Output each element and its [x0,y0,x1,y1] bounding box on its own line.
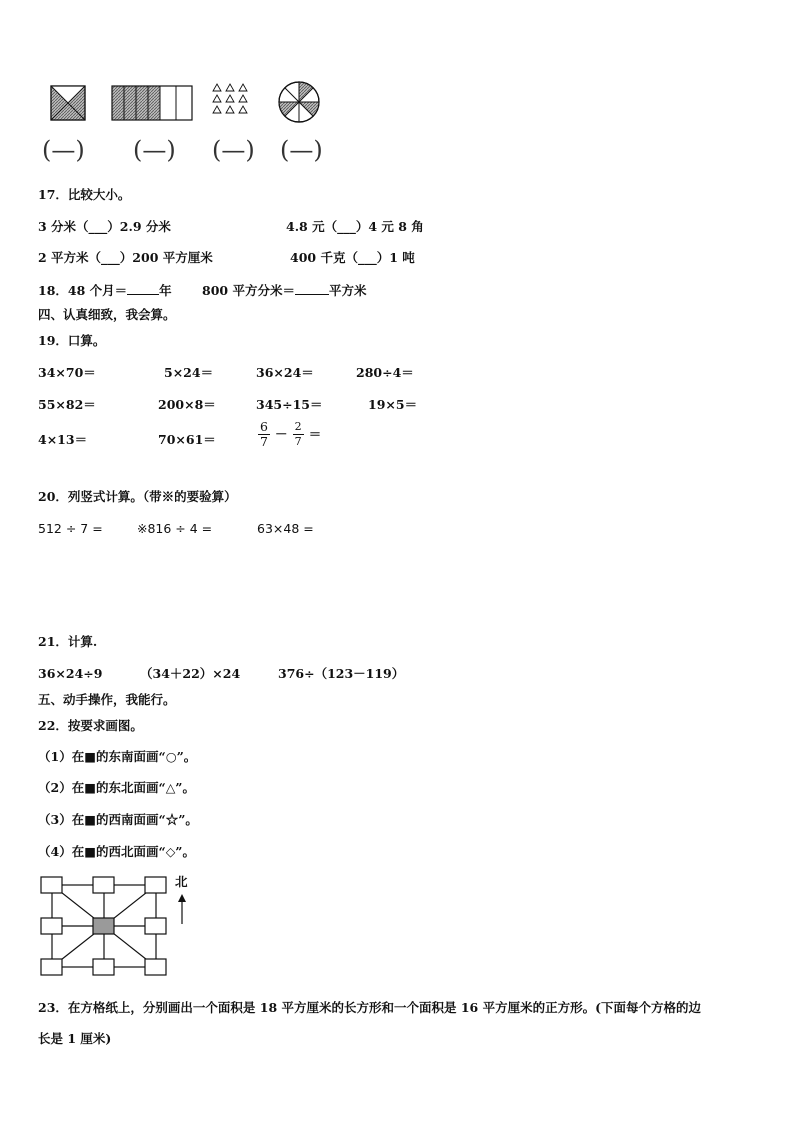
north-label: 北 [175,874,188,889]
q22-title: 22．按要求画图。 [38,718,143,733]
strip-figure [112,86,192,120]
circle-figure [279,82,319,122]
fraction-answer-blank-2[interactable]: (—) [133,136,176,164]
q23-text-line-2: 长是 1 厘米) [38,1031,112,1046]
q19-calc[interactable]: 5×24＝ [164,365,214,380]
fraction-answer-blank-4[interactable]: (—) [280,136,323,164]
grid-box-ne[interactable] [145,877,166,893]
equals-sign: ＝ [308,426,322,442]
q17-compare-3[interactable]: 2 平方米（___）200 平方厘米 [38,250,213,265]
q17-compare-2[interactable]: 4.8 元（___）4 元 8 角 [286,219,424,234]
q19-calc[interactable]: 70×61＝ [158,432,216,447]
q18-item-1-unit: 年 [159,283,172,298]
square-diagonal-figure [51,86,85,120]
q17-compare-1[interactable]: 3 分米（___）2.9 分米 [38,219,171,234]
fraction-answer-blank-1[interactable]: (—) [42,136,85,164]
grid-box-s[interactable] [93,959,114,975]
q18-item-2-unit: 平方米 [328,283,367,298]
q20-problem[interactable]: 512 ÷ 7 = [38,521,103,536]
section-5-heading: 五、动手操作，我能行。 [38,692,176,707]
fraction-6-7 [258,420,270,449]
fraction-figures [40,80,340,124]
north-arrow-icon [178,894,186,924]
fraction-denominator: 7 [294,435,302,448]
q18-blank-2[interactable] [295,282,329,295]
q20-problem[interactable]: ※816 ÷ 4 = [137,521,213,536]
q23-text-line-1: 23．在方格纸上，分别画出一个面积是 18 平方厘米的长方形和一个面积是 16 平方厘米的正方形。(下面每个方格的边 [38,1000,702,1015]
q17-title: 17．比较大小。 [38,187,131,202]
grid-box-w[interactable] [41,918,62,934]
q19-calc[interactable]: 36×24＝ [256,365,314,380]
q19-calc[interactable]: 345÷15＝ [256,397,323,412]
grid-box-e[interactable] [145,918,166,934]
grid-box-se[interactable] [145,959,166,975]
q22-step-2: （2）在■的东北面画“△”。 [38,780,196,795]
q19-calc[interactable]: 19×5＝ [368,397,418,412]
q22-step-4: （4）在■的西北面画“◇”。 [38,844,196,859]
section-4-heading: 四、认真细致，我会算。 [38,307,176,322]
q19-calc[interactable]: 280÷4＝ [356,365,414,380]
q19-calc[interactable]: 55×82＝ [38,397,96,412]
q21-problem[interactable]: 36×24÷9 [38,666,103,681]
q18-item-2-text: 800 平方分米＝ [202,283,295,298]
grid-box-sw[interactable] [41,959,62,975]
q20-problem[interactable]: 63×48 = [257,521,314,536]
q20-title: 20．列竖式计算。（带※的要验算） [38,489,237,504]
q22-step-3: （3）在■的西南面画“☆”。 [38,812,198,827]
grid-box-n[interactable] [93,877,114,893]
fraction-numerator: 6 [260,419,268,434]
q21-problem[interactable]: 376÷（123－119） [278,666,405,681]
q21-title: 21．计算. [38,634,98,649]
center-shaded-square [93,918,114,934]
q19-calc[interactable]: 200×8＝ [158,397,216,412]
q17-compare-4[interactable]: 400 千克（___）1 吨 [290,250,415,265]
minus-sign: － [275,426,288,442]
triangles-figure [213,84,247,113]
q18-item-1-text: 18．48 个月＝ [38,283,128,298]
q22-step-1: （1）在■的东南面画“○”。 [38,749,197,764]
fraction-denominator: 7 [260,434,268,449]
q18-blank-1[interactable] [127,282,159,295]
fraction-answer-blank-3[interactable]: (—) [212,136,255,164]
fraction-numerator: 2 [294,420,302,433]
q21-problem[interactable]: （34＋22）×24 [140,666,241,681]
q18-item-1 [38,282,172,299]
fraction-2-7 [293,420,304,449]
q19-calc[interactable]: 4×13＝ [38,432,88,447]
grid-box-nw[interactable] [41,877,62,893]
q19-title: 19．口算。 [38,333,106,348]
q18-item-2 [202,282,366,299]
q19-calc[interactable]: 34×70＝ [38,365,96,380]
q19-fraction-expression[interactable] [258,420,321,449]
